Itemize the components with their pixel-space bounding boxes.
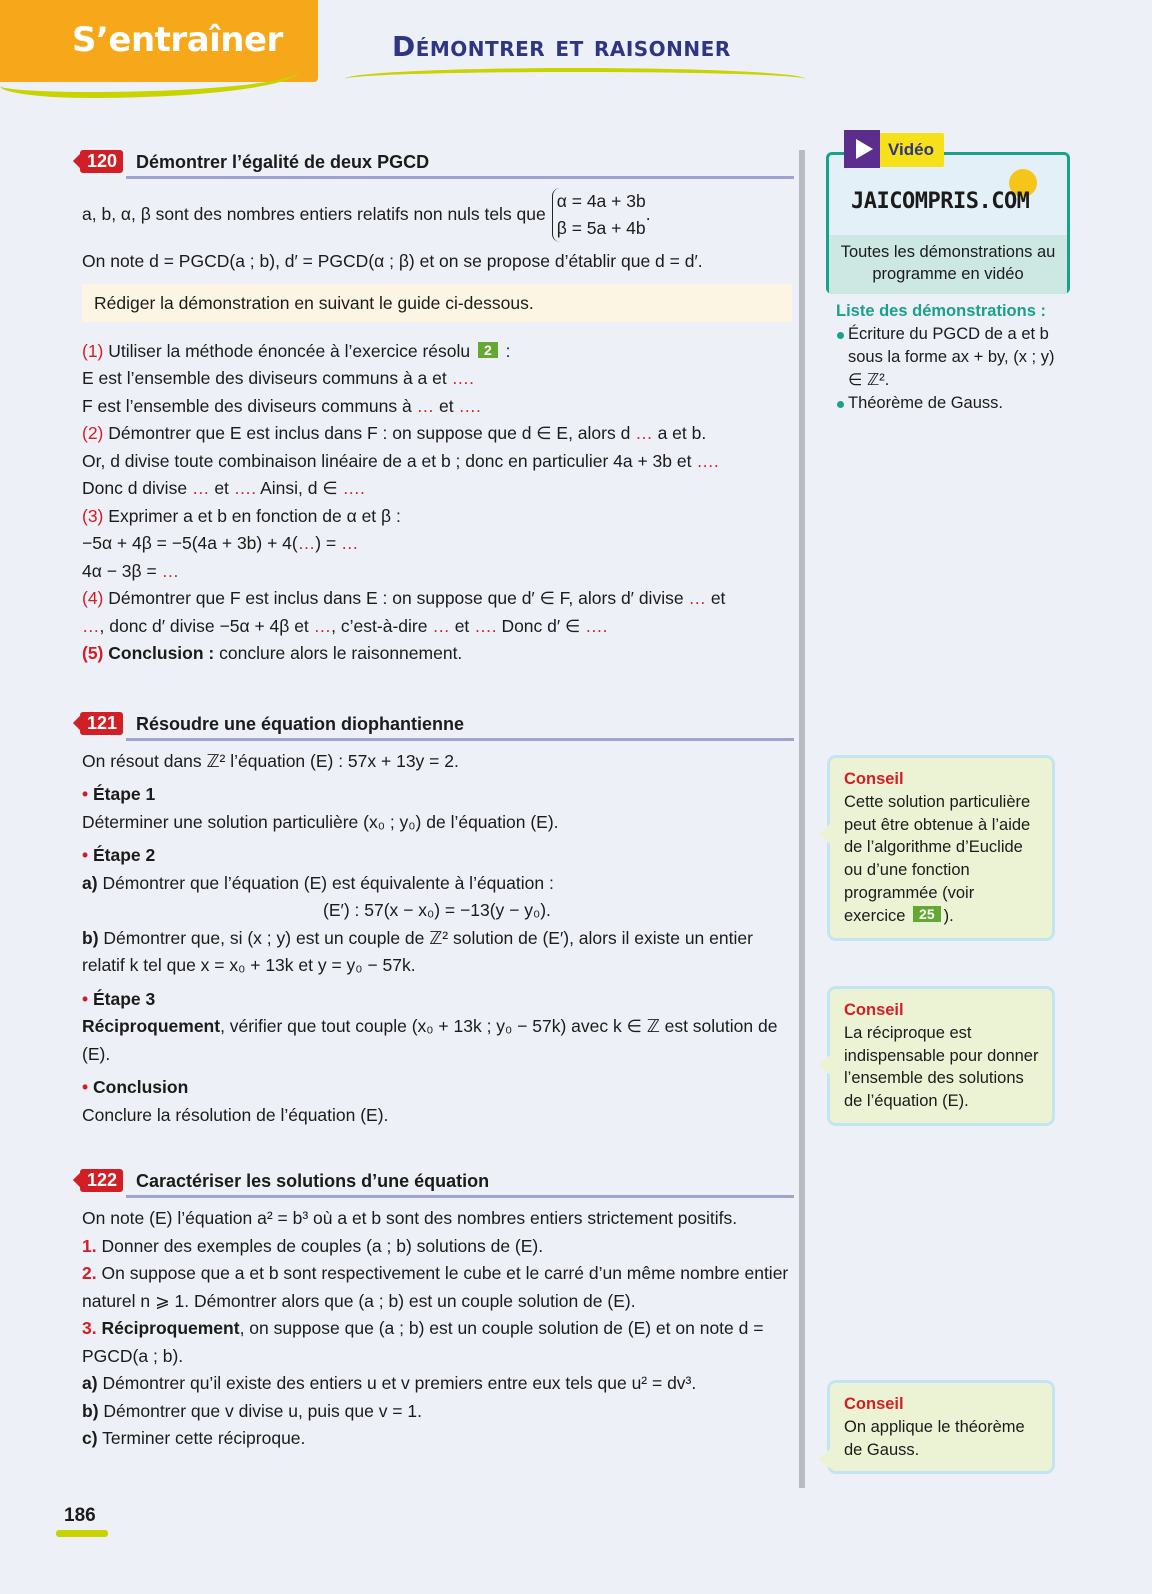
question-text: Donner des exemples de couples (a ; b) solutions de (E). <box>101 1235 544 1256</box>
step-bold-label: Conclusion : <box>108 643 215 663</box>
step-heading-label: Conclusion <box>93 1077 189 1097</box>
exercise-ref-badge[interactable]: 2 <box>478 342 498 358</box>
step-text: Ainsi, d ∈ <box>260 478 338 498</box>
exercise-121-intro: On résout dans ℤ² l’équation (E) : 57x + 13y = 2. <box>82 750 459 771</box>
exercise-title: Démontrer l’égalité de deux PGCD <box>136 152 430 172</box>
blank-dots: … <box>635 423 653 443</box>
question-number: 2. <box>82 1263 97 1283</box>
step-text: et <box>438 395 454 416</box>
step-3 <box>82 503 792 531</box>
step-number: (5) <box>82 643 104 663</box>
step-text: −5α + 4β = −5(4a + 3b) + 4( <box>82 533 298 553</box>
question-label: c) <box>82 1428 98 1448</box>
advice-box <box>830 758 1052 938</box>
step-text: et <box>454 615 470 636</box>
step-1 <box>82 338 792 366</box>
step-number: (2) <box>82 423 104 443</box>
play-icon[interactable] <box>844 130 880 168</box>
exercise-ref-badge[interactable]: 25 <box>913 906 941 922</box>
exercise-title: Caractériser les solutions d’une équation <box>136 1171 490 1191</box>
instruction-text: Rédiger la démonstration en suivant le guide ci-dessous. <box>94 292 534 313</box>
question-a <box>82 870 792 898</box>
video-tag[interactable]: Vidéo <box>844 133 944 167</box>
step-3-line-2 <box>82 530 792 558</box>
question-label: b) <box>82 927 99 948</box>
step-text: 4α − 3β = <box>82 560 157 581</box>
blank-dots: …. <box>696 450 719 471</box>
main-content <box>82 148 792 1453</box>
exercise-122-header <box>82 1167 792 1197</box>
question-3c <box>82 1425 792 1453</box>
question-3 <box>82 1315 792 1370</box>
advice-box <box>830 1383 1052 1471</box>
blank-dots: …. <box>474 615 497 636</box>
video-caption: Toutes les démonstrations au programme en vidéo <box>829 235 1067 294</box>
question-text: Terminer cette réciproque. <box>102 1428 306 1448</box>
step-text: Donc d divise <box>82 478 188 498</box>
step-heading-label: Étape 2 <box>93 845 156 865</box>
question-label: b) <box>82 1400 99 1421</box>
step-text: Démontrer que F est inclus dans E : on suppose que d′ ∈ F, alors d′ divise <box>108 588 684 608</box>
exercise-number: 120 <box>80 150 123 173</box>
step-text: Donc d′ ∈ <box>501 615 581 636</box>
step-heading: • Étape 2 <box>82 845 156 865</box>
bold-word: Réciproquement <box>101 1318 240 1338</box>
blank-dots: … <box>313 615 332 636</box>
exercise-120-intro: a, b, α, β sont des nombres entiers relatifs non nuls tels que α = 4a + 3b β = 5a + 4b . <box>82 188 792 242</box>
list-item: Écriture du PGCD de a et b sous la forme ax + by, (x ; y) ∈ ℤ². <box>836 323 1066 392</box>
step-text: , vérifier que tout couple (x₀ + 13k ; y₀ − 57k) avec k ∈ ℤ est solution de (E). <box>82 1016 778 1064</box>
instruction-box <box>82 284 792 322</box>
step-text: Déterminer une solution particulière (x₀ ; y₀) de l’équation (E). <box>82 811 559 832</box>
step-heading: • Étape 1 <box>82 784 156 804</box>
step-text: ) = <box>315 533 337 553</box>
question-text: Démontrer que, si (x ; y) est un couple de ℤ² solution de (E′), alors il existe un entier relatif k tel que x = x₀ + 13k et y = y₀ − 57k. <box>82 927 753 975</box>
list-label: Liste des démonstrations : <box>836 302 1046 320</box>
question-number: 3. <box>82 1318 97 1338</box>
step-heading: • Conclusion <box>82 1077 189 1097</box>
question-b <box>82 925 792 980</box>
title-underline <box>126 738 794 741</box>
step-text: conclure alors le raisonnement. <box>219 643 463 663</box>
blank-dots: … <box>432 615 450 636</box>
step-text: Conclure la résolution de l’équation (E). <box>82 1104 389 1125</box>
step-text: , donc d′ divise −5α + 4β et <box>99 615 309 636</box>
site-logo[interactable]: JAICOMPRIS.COM <box>851 189 1030 214</box>
step-4 <box>82 585 792 613</box>
advice-box <box>830 989 1052 1123</box>
title-underline <box>126 176 794 179</box>
step-text: a et b. <box>657 423 707 443</box>
step-2-line-2 <box>82 448 792 476</box>
step-text: , c’est-à-dire <box>331 615 428 636</box>
sidebar-divider <box>799 150 805 1488</box>
exercise-121-header <box>82 710 792 740</box>
question-2 <box>82 1260 792 1315</box>
step-text: Démontrer que E est inclus dans F : on suppose que d ∈ E, alors d <box>108 423 631 443</box>
question-number: 1. <box>82 1235 97 1256</box>
advice-label: Conseil <box>844 1395 904 1413</box>
question-1 <box>82 1233 792 1261</box>
page-number: 186 <box>64 1505 96 1526</box>
equation-system <box>552 188 646 242</box>
exercise-122-intro: On note (E) l’équation a² = b³ où a et b sont des nombres entiers strictement positifs. <box>82 1208 738 1228</box>
step-4-line-2 <box>82 613 792 641</box>
advice-label: Conseil <box>844 770 904 788</box>
question-text: On suppose que a et b sont respectivement le cube et le carré d’un même nombre entier naturel n ⩾ 1. Démontrer alors que (a ; b) est un couple solution de (E). <box>82 1263 789 1311</box>
step-2-line-3 <box>82 475 792 503</box>
blank-dots: … <box>161 560 180 581</box>
step-3-line-3 <box>82 558 792 586</box>
list-item: Théorème de Gauss. <box>836 392 1066 415</box>
question-label: a) <box>82 872 98 893</box>
exercise-number: 121 <box>80 712 123 735</box>
step-heading-label: Étape 1 <box>93 784 156 804</box>
blank-dots: …. <box>585 615 608 636</box>
blank-dots: … <box>688 588 706 608</box>
advice-text: La réciproque est indispensable pour donner l’ensemble des solutions de l’équation (E). <box>844 1023 1039 1111</box>
blank-dots: …. <box>451 368 474 388</box>
blank-dots: …. <box>342 478 365 498</box>
step-text: Utiliser la méthode énoncée à l’exercice résolu <box>108 340 471 361</box>
step-text: : <box>505 340 511 361</box>
step-1-line-2 <box>82 365 792 393</box>
question-text: Démontrer que l’équation (E) est équivalente à l’équation : <box>102 872 554 893</box>
blank-dots: … <box>297 533 316 553</box>
blank-dots: … <box>191 478 210 498</box>
video-card[interactable] <box>826 152 1070 294</box>
step-text: Or, d divise toute combinaison linéaire de a et b ; donc en particulier 4a + 3b et <box>82 450 692 471</box>
step-2 <box>82 420 792 448</box>
system-line: β = 5a + 4b <box>556 218 646 238</box>
exercise-120-header <box>82 148 792 178</box>
question-text: Démontrer qu’il existe des entiers u et v premiers entre eux tels que u² = dv³. <box>102 1373 697 1393</box>
step-text: et <box>710 588 726 608</box>
question-3a <box>82 1370 792 1398</box>
advice-text: ). <box>943 906 954 925</box>
notation-text: On note d = PGCD(a ; b), d′ = PGCD(α ; β) et on se propose d’établir que d = d′. <box>82 251 703 271</box>
demonstrations-list <box>836 300 1066 415</box>
exercise-number: 122 <box>80 1169 123 1192</box>
blank-dots: … <box>82 615 100 636</box>
intro-text: a, b, α, β sont des nombres entiers relatifs non nuls tels que <box>82 204 546 225</box>
question-label: a) <box>82 1373 98 1393</box>
advice-text: On applique le théorème de Gauss. <box>844 1417 1025 1459</box>
step-text: Exprimer a et b en fonction de α et β : <box>108 505 401 526</box>
question-text: , on suppose que (a ; b) est un couple solution de (E) et on note d = PGCD(a ; b). <box>82 1318 764 1366</box>
bold-word: Réciproquement <box>82 1016 221 1036</box>
step-1-line-3 <box>82 393 792 421</box>
page-number-underline <box>56 1530 108 1537</box>
step-text <box>82 1013 792 1068</box>
step-text: et <box>214 478 229 498</box>
step-text: F est l’ensemble des diviseurs communs à <box>82 395 412 416</box>
step-number: (1) <box>82 340 104 361</box>
step-5 <box>82 640 792 668</box>
tab-swoosh-decoration <box>0 58 300 98</box>
section-tab-label: S’entraîner <box>72 20 283 60</box>
question-3b <box>82 1398 792 1426</box>
blank-dots: … <box>416 395 435 416</box>
page-title: Démontrer et raisonner <box>392 30 731 63</box>
blank-dots: … <box>341 533 359 553</box>
step-heading-label: Étape 3 <box>93 988 156 1009</box>
advice-label: Conseil <box>844 1001 904 1019</box>
exercise-title: Résoudre une équation diophantienne <box>136 713 465 734</box>
step-text: E est l’ensemble des diviseurs communs à a et <box>82 368 447 388</box>
system-line: α = 4a + 3b <box>556 191 646 211</box>
blank-dots: …. <box>458 395 481 416</box>
question-text: Démontrer que v divise u, puis que v = 1. <box>103 1400 422 1421</box>
title-underline <box>126 1195 794 1198</box>
equation-line: (E′) : 57(x − x₀) = −13(y − y₀). <box>323 900 551 920</box>
step-number: (4) <box>82 588 104 608</box>
step-number: (3) <box>82 505 104 526</box>
title-swoosh-decoration <box>345 68 805 90</box>
advice-text: Cette solution particulière peut être obtenue à l’aide de l’algorithme d’Euclide ou d’une fonction programmée (voir exercice <box>844 792 1031 925</box>
blank-dots: …. <box>233 478 257 498</box>
step-heading: • Étape 3 <box>82 988 156 1009</box>
